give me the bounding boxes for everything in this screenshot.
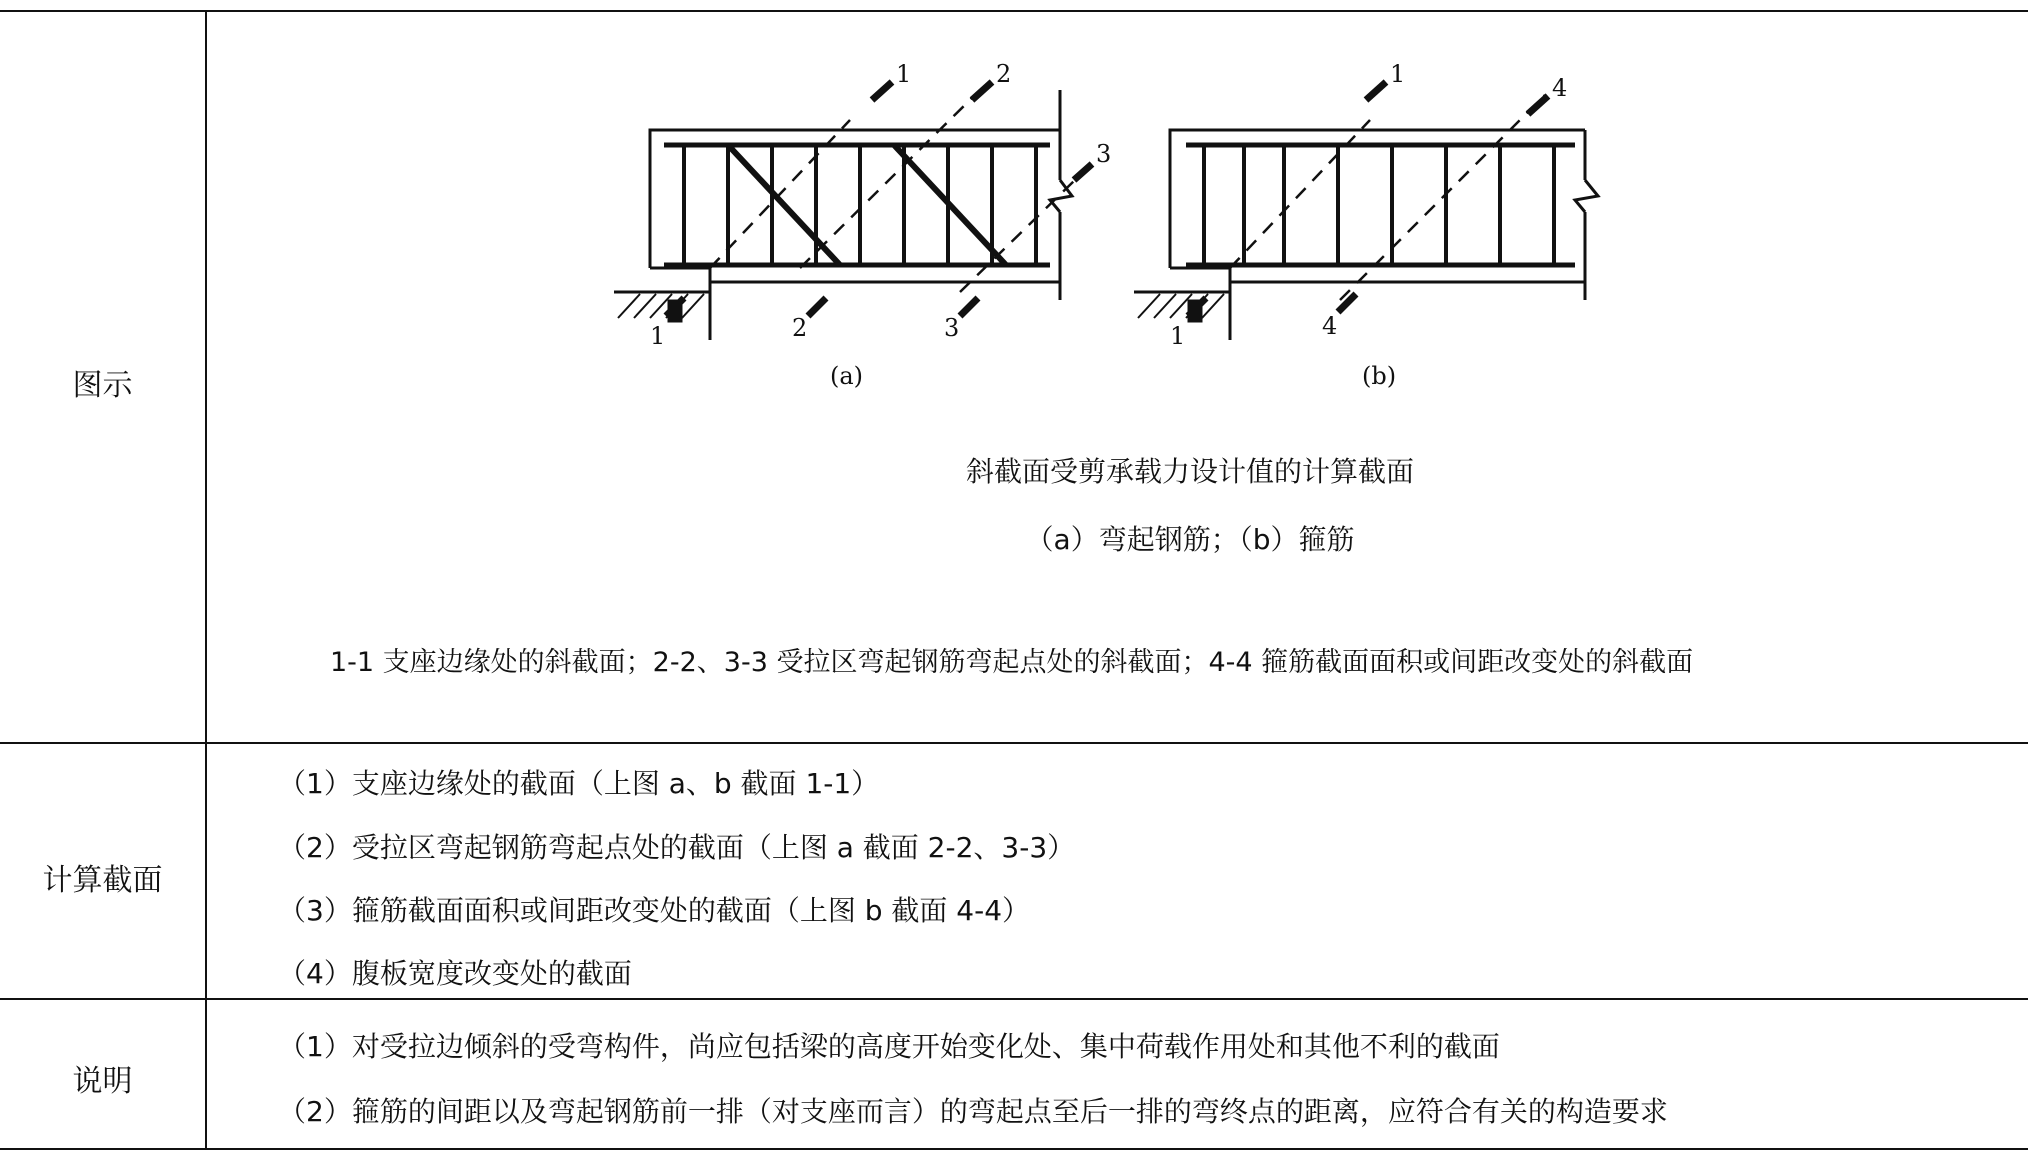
calc-item-4: （4）腹板宽度改变处的截面: [278, 957, 632, 990]
subfigure-b-label: (b): [1362, 362, 1397, 390]
figure-caption-sub: （a）弯起钢筋；（b）箍筋: [1025, 523, 1355, 556]
table-bottom-rule: [0, 1148, 2028, 1150]
subfigure-a-label: (a): [830, 362, 864, 390]
row-divider-2: [0, 998, 2028, 1000]
mark-b-4-bottom: 4: [1322, 312, 1338, 340]
row-label-note: 说明: [72, 1064, 133, 1099]
note-item-1: （1）对受拉边倾斜的受弯构件，尚应包括梁的高度开始变化处、集中荷载作用处和其他不利的截面: [278, 1030, 1500, 1063]
figure-legend: 1-1 支座边缘处的斜截面；2-2、3-3 受拉区弯起钢筋弯起点处的斜截面；4-4 箍筋截面面积或间距改变处的斜截面: [330, 647, 1694, 678]
diagram-a: [614, 82, 1092, 340]
mark-a-2-top: 2: [996, 60, 1012, 88]
note-item-2: （2）箍筋的间距以及弯起钢筋前一排（对支座而言）的弯起点至后一排的弯终点的距离，应符合有关的构造要求: [278, 1095, 1668, 1128]
mark-b-4-top: 4: [1552, 74, 1568, 102]
row-divider-1: [0, 742, 2028, 744]
mark-b-1-bottom: 1: [1170, 322, 1186, 350]
mark-a-1-bottom: 1: [650, 322, 666, 350]
mark-a-2-bottom: 2: [792, 314, 808, 342]
mark-b-1-top: 1: [1390, 60, 1406, 88]
mark-a-3-bottom: 3: [944, 314, 960, 342]
calc-item-3: （3）箍筋截面面积或间距改变处的截面（上图 b 截面 4-4）: [278, 894, 1031, 927]
mark-a-1-top: 1: [896, 60, 912, 88]
mark-a-3-top: 3: [1096, 140, 1112, 168]
row-label-calc: 计算截面: [42, 863, 163, 898]
figure-caption-title: 斜截面受剪承载力设计值的计算截面: [965, 455, 1414, 488]
calc-item-2: （2）受拉区弯起钢筋弯起点处的截面（上图 a 截面 2-2、3-3）: [278, 831, 1076, 864]
row-label-figure: 图示: [72, 368, 133, 403]
diagram-b: [1134, 82, 1598, 340]
calc-item-1: （1）支座边缘处的截面（上图 a、b 截面 1-1）: [278, 767, 880, 800]
